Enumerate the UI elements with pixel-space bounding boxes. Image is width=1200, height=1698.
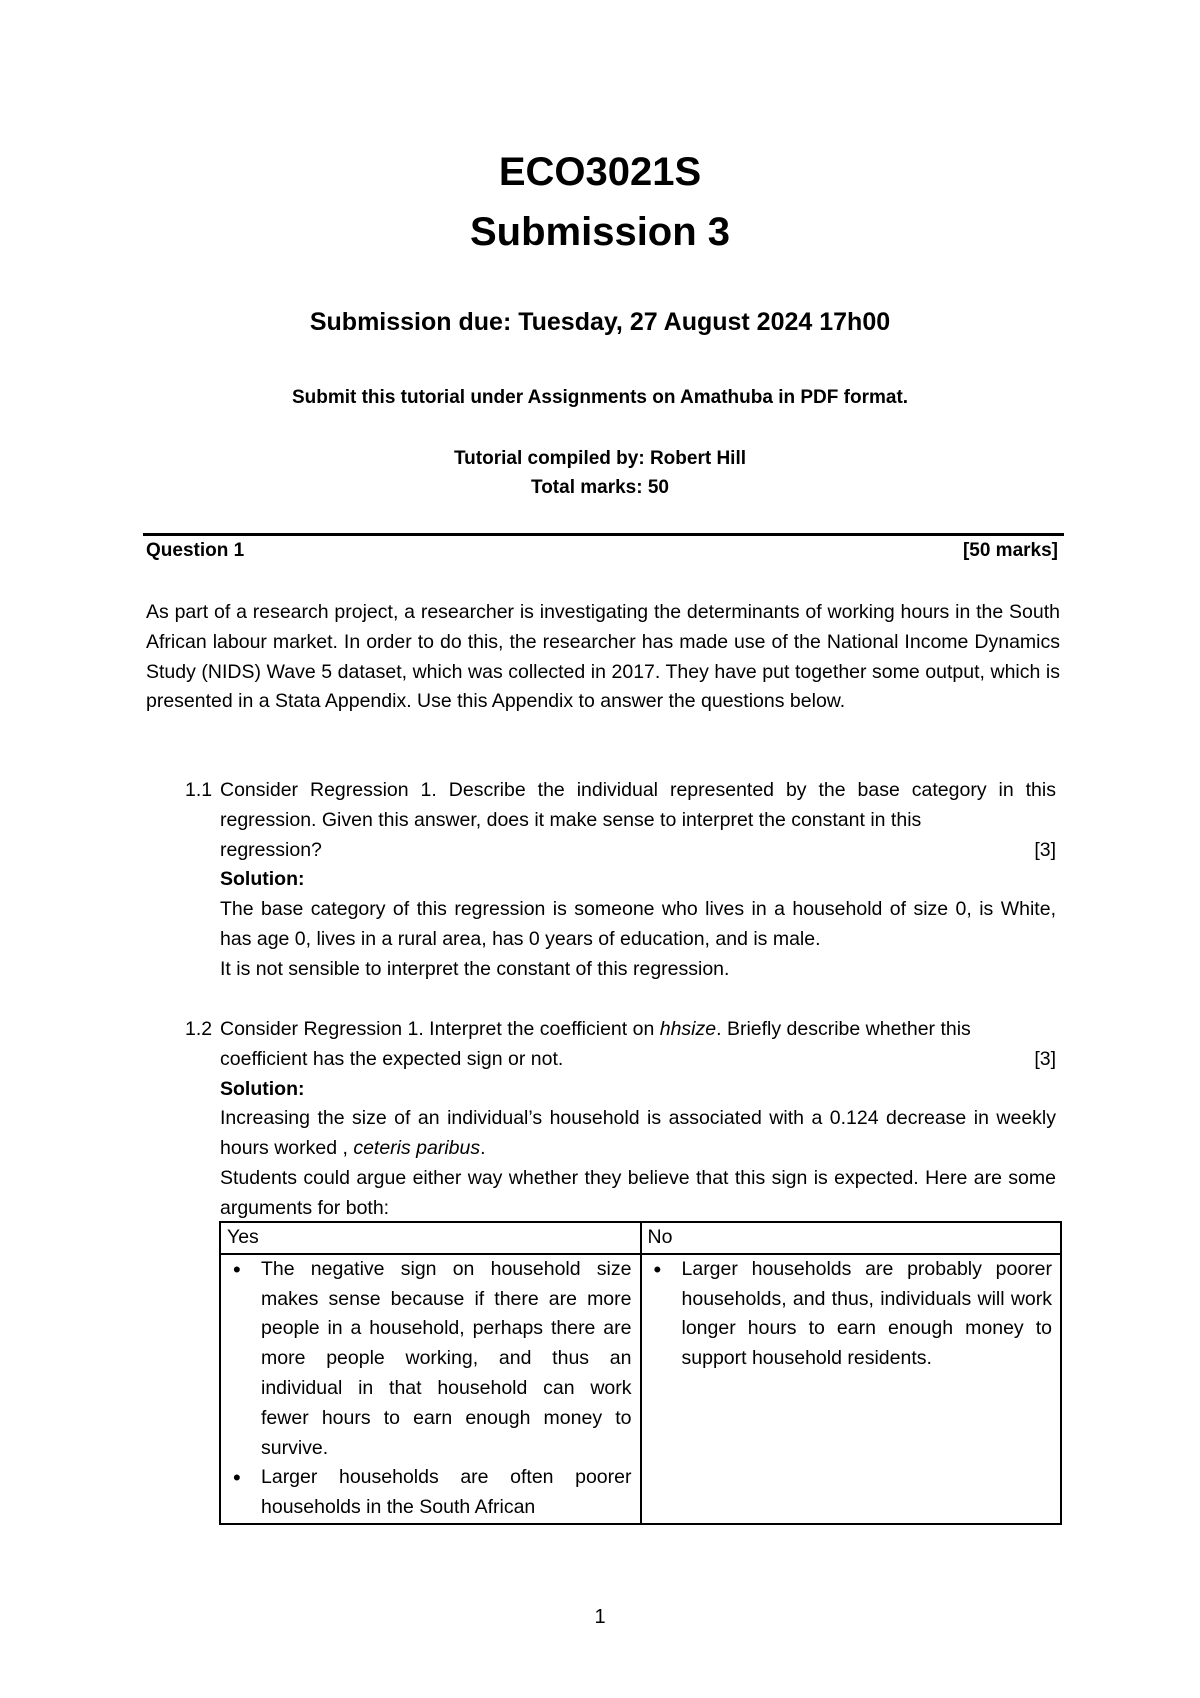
table-header-no: No <box>641 1222 1062 1254</box>
list-item: • The negative sign on household size makes sense because if there are more people in a household, perhaps there are more people working, and thus an individual in that household can work fewer hours to earn enough money to survive. <box>261 1255 632 1464</box>
course-code: ECO3021S <box>498 150 702 194</box>
submission-title: Submission 3 <box>469 210 731 254</box>
table-row <box>220 1254 1061 1524</box>
no-cell <box>641 1254 1062 1524</box>
solution-text: Increasing the size of an individual’s household is associated with a 0.124 decrease in weekly hours worked , ceteris paribus. <box>220 1107 1056 1160</box>
yes-cell <box>220 1254 641 1524</box>
table-header-row <box>220 1222 1061 1254</box>
subquestion-text-end: regression? <box>220 838 322 861</box>
compiled-by: Tutorial compiled by: Robert Hill <box>453 448 747 469</box>
subquestion-text: Consider Regression 1. Interpret the coefficient on hhsize. Briefly describe whether this <box>220 1018 971 1040</box>
list-item: • Larger households are probably poorer households, and thus, individuals will work longer hours to earn enough money to support household residents. <box>682 1255 1053 1374</box>
due-date: Submission due: Tuesday, 27 August 2024 17h00 <box>309 308 891 336</box>
subquestion-number: 1.1 <box>185 779 213 801</box>
subquestion-marks-line <box>220 1045 1056 1075</box>
submission-instructions: Submit this tutorial under Assignments on Amathuba in PDF format. <box>291 387 909 408</box>
solution-text: It is not sensible to interpret the constant of this regression. <box>220 957 730 980</box>
question-marks: [50 marks] <box>962 540 1058 561</box>
subquestion-marks: [3] <box>1034 838 1056 861</box>
arguments-table <box>219 1221 1062 1525</box>
page-number: 1 <box>594 1606 606 1628</box>
subquestion-text: Consider Regression 1. Describe the individual represented by the base category in this regression. Given this answer, does it make sense to interpret the constant in this <box>220 779 1056 831</box>
solution-text: The base category of this regression is someone who lives in a household of size 0, is White, has age 0, lives in a rural area, has 0 years of education, and is male. <box>220 898 1056 950</box>
subquestion-number: 1.2 <box>185 1018 213 1040</box>
solution-label: Solution: <box>220 868 305 891</box>
question-label: Question 1 <box>146 540 245 561</box>
table-header-yes: Yes <box>220 1222 641 1254</box>
question-header <box>146 540 1058 562</box>
total-marks: Total marks: 50 <box>531 477 669 498</box>
solution-label: Solution: <box>220 1077 305 1100</box>
list-item: • Larger households are often poorer households in the South African <box>261 1463 632 1523</box>
solution-text: Students could argue either way whether they believe that this sign is expected. Here are some arguments for both: <box>220 1166 1056 1219</box>
subquestion-1-1 <box>185 776 1065 985</box>
question-intro: As part of a research project, a researcher is investigating the determinants of working hours in the South African labour market. In order to do this, the researcher has made use of the National Income Dynamics Study (NIDS) Wave 5 dataset, which was collected in 2017. They have put together some output, which is presented in a Stata Appendix. Use this Appendix to answer the questions below. <box>146 601 1060 713</box>
compiler-block <box>0 444 1200 502</box>
variable-name: hhsize <box>659 1018 717 1040</box>
subquestion-marks: [3] <box>1034 1047 1056 1070</box>
subquestion-1-2 <box>185 1015 1065 1224</box>
section-divider <box>143 533 1064 536</box>
subquestion-marks-line <box>220 836 1056 866</box>
subquestion-text-end: coefficient has the expected sign or not. <box>220 1047 564 1070</box>
